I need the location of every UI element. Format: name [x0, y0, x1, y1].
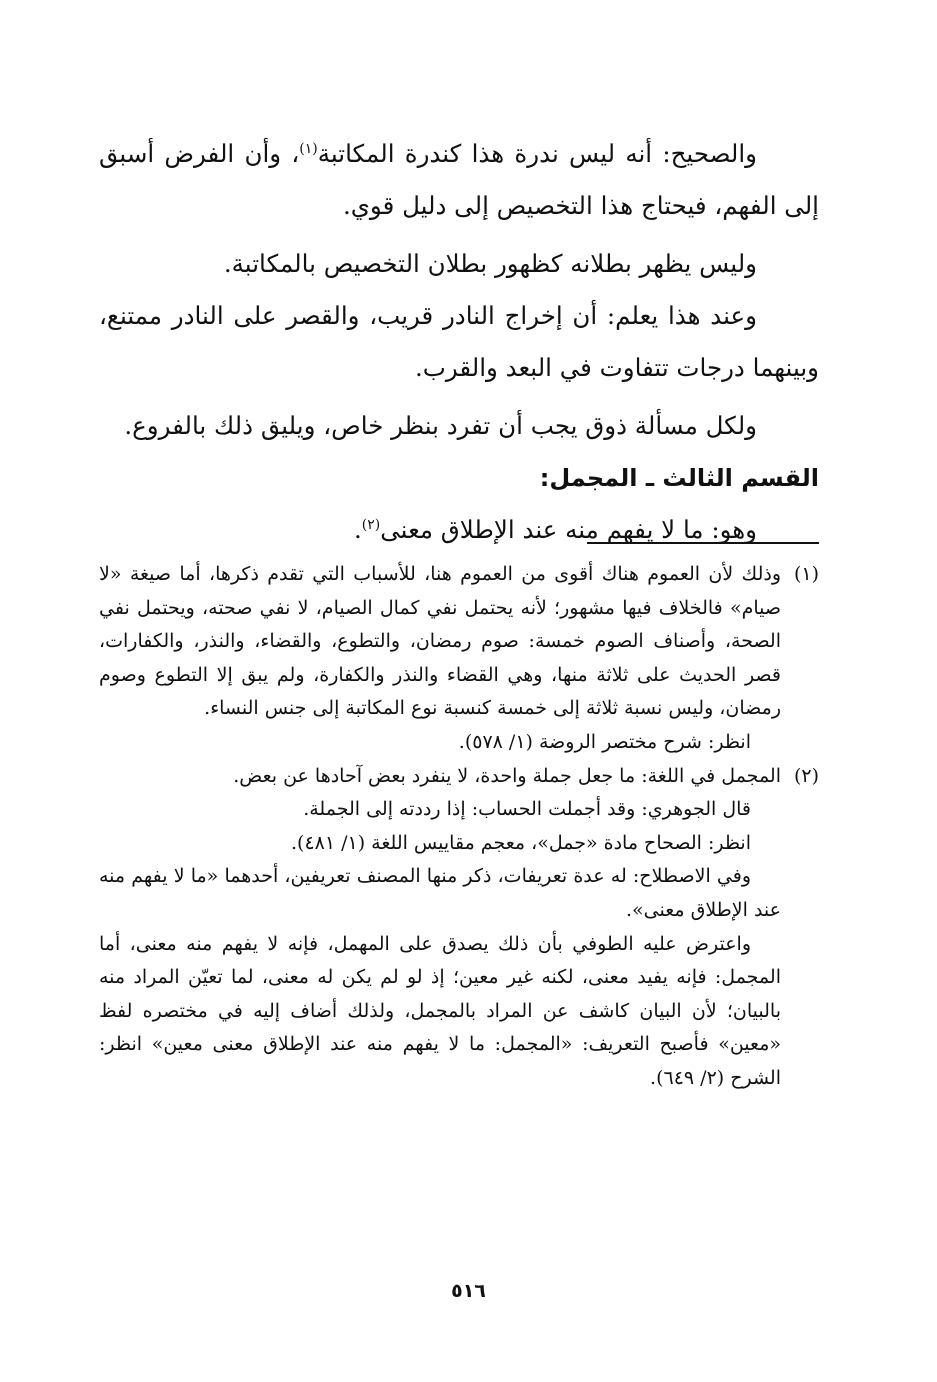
paragraph-3: وعند هذا يعلم: أن إخراج النادر قريب، والقصر على النادر ممتنع، وبينهما درجات تتفاوت في البعد والقرب. — [99, 301, 819, 382]
section-heading: القسم الثالث ـ المجمل: — [539, 464, 819, 492]
footnote-2-line-1: المجمل في اللغة: ما جعل جملة واحدة، لا ينفرد بعض آحادها عن بعض. — [233, 764, 781, 787]
footnote-2-line-4: وفي الاصطلاح: له عدة تعريفات، ذكر منها المصنف تعريفين، أحدهما «ما لا يفهم منه عند الإطلاق معنى». — [99, 865, 781, 921]
main-text — [99, 128, 819, 556]
footnote-2-line-3: انظر: الصحاح مادة «جمل»، معجم مقاييس اللغة (١/ ٤٨١). — [290, 831, 751, 854]
page-number: ٥١٦ — [451, 1280, 486, 1302]
footnote-1-text: وذلك لأن العموم هناك أقوى من العموم هنا، للأسباب التي تقدم ذكرها، أما صيغة «لا صيام» فالخلاف فيها مشهور؛ لأنه يحتمل نفي كمال الصيام، لا نفي صحته، ويحتمل نفي الصحة، وأصناف الصوم خمسة: صوم رمضان، والتطوع، والقضاء، والنذر، والكفارات، قصر الحديث على ثلاثة منها، وهي القضاء والنذر والكفارة، ولم يبق إلا التطوع وصوم رمضان، وليس نسبة ثلاثة إلى خمسة كنسبة نوع المكاتبة إلى جنس النساء. — [99, 563, 781, 720]
footnote-1 — [99, 558, 819, 760]
footnote-2-line-5: واعترض عليه الطوفي بأن ذلك يصدق على المهمل، فإنه لا يفهم منه معنى، أما المجمل: فإنه يفيد معنى، لكنه غير معين؛ إذ لو لم يكن له معنى، لما تعيّن المراد منه بالبيان؛ لأن البيان كاشف عن المراد بالمجمل، ولذلك أضاف إليه في مختصره لفظ «معين» فأصبح التعريف: «المجمل: ما لا يفهم منه عند الإطلاق معنى معين» انظر: الشرح (٢/ ٦٤٩). — [99, 932, 781, 1089]
footnote-2-number: (٢) — [793, 764, 819, 787]
footnote-2 — [99, 760, 819, 1096]
footnote-2-line-2: قال الجوهري: وقد أجملت الحساب: إذا رددته إلى الجملة. — [303, 798, 751, 821]
footnote-1-number: (١) — [793, 563, 819, 585]
paragraph-4: ولكل مسألة ذوق يجب أن تفرد بنظر خاص، ويليق ذلك بالفروع. — [124, 411, 757, 440]
paragraph-5 — [99, 504, 819, 556]
footnotes — [99, 558, 819, 1096]
paragraph-5-text-end: . — [353, 515, 362, 544]
footnote-1-reference: انظر: شرح مختصر الروضة (١/ ٥٧٨). — [458, 730, 751, 753]
paragraph-2: وليس يظهر بطلانه كظهور بطلان التخصيص بالمكاتبة. — [223, 249, 757, 278]
paragraph-1 — [99, 128, 819, 232]
paragraph-1-text: والصحيح: أنه ليس ندرة هذا كندرة المكاتبة — [317, 139, 757, 168]
footnote-ref-2: (٢) — [361, 516, 381, 533]
footnote-separator — [587, 542, 819, 544]
footnote-ref-1: (١) — [299, 140, 318, 157]
paragraph-1-text-end: ، وأن الفرض أسبق إلى الفهم، فيحتاج هذا التخصيص إلى دليل قوي. — [99, 139, 819, 220]
paragraph-5-text: وهو: ما لا يفهم منه عند الإطلاق معنى — [380, 515, 757, 544]
